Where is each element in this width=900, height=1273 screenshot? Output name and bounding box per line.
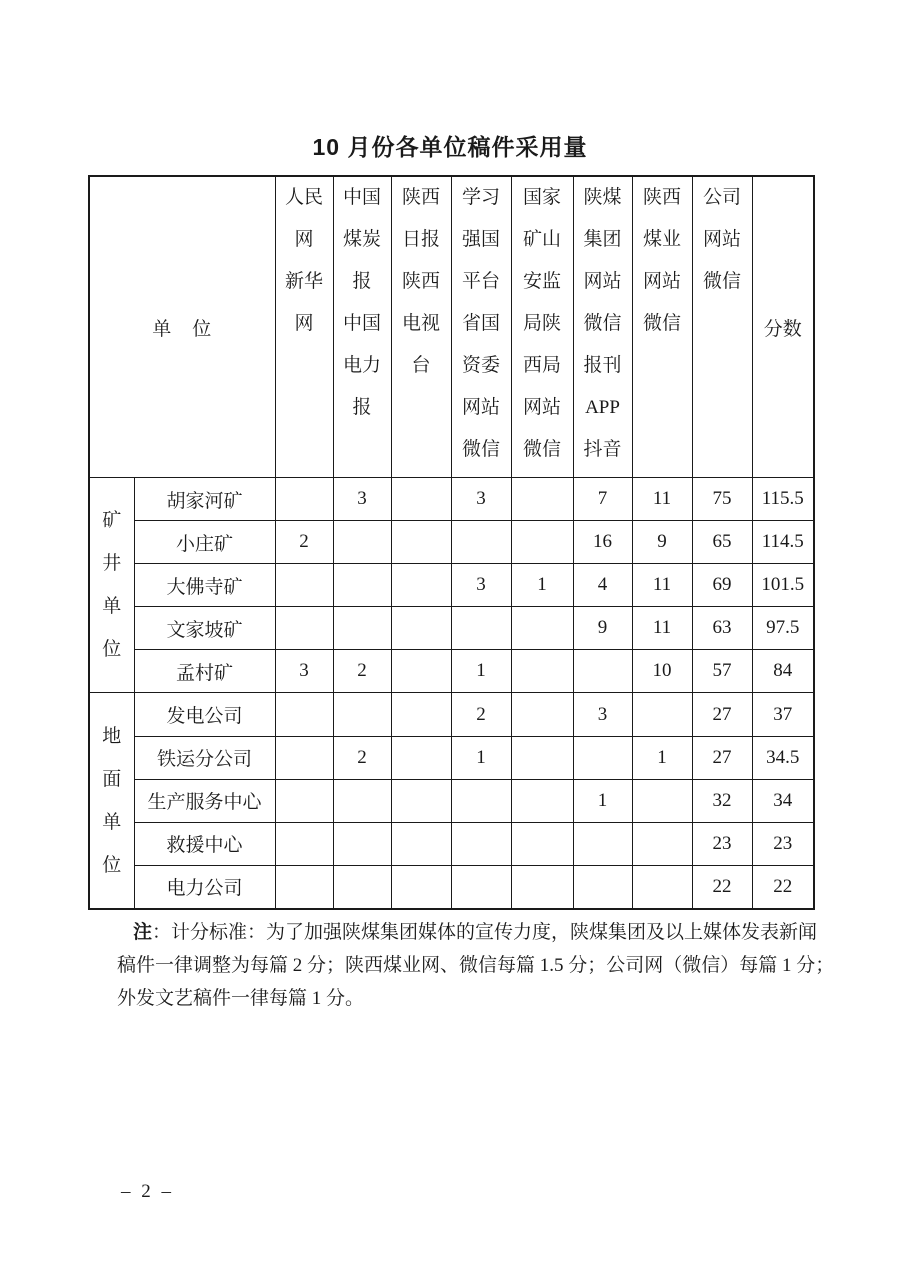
count-cell: 1	[511, 564, 573, 607]
unit-name: 生产服务中心	[134, 779, 275, 822]
footnote-line	[117, 916, 817, 949]
count-cell	[333, 779, 391, 822]
count-cell	[275, 822, 333, 865]
table-body	[89, 478, 814, 909]
count-cell	[511, 521, 573, 564]
count-cell: 3	[333, 478, 391, 521]
count-cell	[391, 521, 451, 564]
media-column-header-line: 微信	[703, 271, 742, 292]
count-cell	[451, 865, 511, 909]
media-column-header-line: 微信	[523, 439, 562, 460]
media-column-header-line: 煤炭	[343, 229, 382, 250]
page-title: 10 月份各单位稿件采用量	[312, 134, 588, 160]
count-cell: 3	[451, 478, 511, 521]
unit-name: 电力公司	[134, 865, 275, 909]
count-cell	[333, 822, 391, 865]
unit-name: 救援中心	[134, 822, 275, 865]
count-cell: 3	[451, 564, 511, 607]
media-column-header-line: 人民	[285, 187, 324, 208]
count-cell	[391, 564, 451, 607]
table-header-row	[89, 176, 814, 478]
media-column-header-line: 局陕	[523, 313, 562, 334]
count-cell: 3	[275, 650, 333, 693]
media-column-header-line: 网站	[523, 397, 562, 418]
media-column-header-line: 抖音	[583, 439, 622, 460]
media-column-header-line: APP	[585, 397, 620, 418]
count-cell: 4	[573, 564, 632, 607]
count-cell	[632, 693, 692, 736]
adoption-table	[88, 175, 815, 910]
count-cell	[275, 779, 333, 822]
count-cell	[573, 736, 632, 779]
score-cell: 34.5	[752, 736, 814, 779]
media-column-header-line: 网站	[643, 271, 682, 292]
unit-name: 大佛寺矿	[134, 564, 275, 607]
count-cell	[451, 521, 511, 564]
media-column-header	[451, 176, 511, 478]
count-cell	[451, 822, 511, 865]
count-cell	[333, 564, 391, 607]
count-cell: 63	[692, 607, 752, 650]
count-cell: 1	[573, 779, 632, 822]
unit-name: 文家坡矿	[134, 607, 275, 650]
media-column-header-line: 煤业	[643, 229, 682, 250]
count-cell: 2	[333, 650, 391, 693]
count-cell: 11	[632, 478, 692, 521]
media-column-header-line: 电视	[402, 313, 441, 334]
media-column-header	[275, 176, 333, 478]
count-cell	[275, 693, 333, 736]
table-row	[89, 478, 814, 521]
media-column-header-line: 学习	[462, 187, 501, 208]
count-cell: 9	[632, 521, 692, 564]
count-cell	[333, 693, 391, 736]
unit-name: 孟村矿	[134, 650, 275, 693]
count-cell	[333, 865, 391, 909]
table-row	[89, 779, 814, 822]
count-cell: 11	[632, 564, 692, 607]
count-cell: 16	[573, 521, 632, 564]
group-label-char: 位	[102, 639, 122, 661]
count-cell	[391, 822, 451, 865]
count-cell	[275, 865, 333, 909]
count-cell	[573, 650, 632, 693]
footnote-label: 注	[133, 922, 153, 943]
media-column-header-line: 网	[294, 229, 314, 250]
media-column-header-line: 报	[352, 397, 372, 418]
count-cell	[391, 779, 451, 822]
count-cell: 7	[573, 478, 632, 521]
count-cell	[573, 865, 632, 909]
count-cell: 2	[275, 521, 333, 564]
media-column-header-line: 矿山	[523, 229, 562, 250]
media-column-header-line: 报刊	[583, 355, 622, 376]
media-column-header-line: 安监	[523, 271, 562, 292]
table-row	[89, 607, 814, 650]
count-cell	[511, 822, 573, 865]
media-column-header-line: 公司	[703, 187, 742, 208]
score-cell: 101.5	[752, 564, 814, 607]
group-label	[89, 693, 134, 909]
count-cell	[511, 779, 573, 822]
media-column-header	[692, 176, 752, 478]
count-cell	[275, 736, 333, 779]
table-row	[89, 865, 814, 909]
table-row	[89, 736, 814, 779]
count-cell	[511, 693, 573, 736]
count-cell: 2	[333, 736, 391, 779]
footnote-line: 外发文艺稿件一律每篇 1 分。	[117, 988, 365, 1009]
unit-name: 小庄矿	[134, 521, 275, 564]
count-cell	[391, 478, 451, 521]
score-cell: 37	[752, 693, 814, 736]
table-row	[89, 693, 814, 736]
unit-column-header: 单 位	[89, 176, 275, 478]
media-column-header-line: 陕西	[643, 187, 682, 208]
count-cell	[511, 736, 573, 779]
group-label	[89, 478, 134, 693]
media-column-header-line: 陕西	[402, 271, 441, 292]
group-label-char: 井	[102, 553, 122, 575]
footnote-line: 稿件一律调整为每篇 2 分；陕西煤业网、微信每篇 1.5 分；公司网（微信）每篇 1 分；	[117, 955, 835, 976]
count-cell	[275, 607, 333, 650]
unit-name: 铁运分公司	[134, 736, 275, 779]
score-cell: 23	[752, 822, 814, 865]
media-column-header-line: 省国	[462, 313, 501, 334]
score-cell: 22	[752, 865, 814, 909]
score-column-header: 分数	[752, 176, 814, 478]
unit-name: 发电公司	[134, 693, 275, 736]
count-cell	[632, 865, 692, 909]
media-column-header-line: 微信	[462, 439, 501, 460]
table-row	[89, 650, 814, 693]
count-cell	[511, 865, 573, 909]
media-column-header-line: 国家	[523, 187, 562, 208]
media-column-header-line: 电力	[343, 355, 382, 376]
count-cell: 1	[451, 736, 511, 779]
media-column-header	[333, 176, 391, 478]
count-cell: 22	[692, 865, 752, 909]
table-row	[89, 822, 814, 865]
count-cell	[511, 478, 573, 521]
media-column-header-line: 报	[352, 271, 372, 292]
count-cell: 32	[692, 779, 752, 822]
count-cell: 2	[451, 693, 511, 736]
media-column-header-line: 中国	[343, 313, 382, 334]
count-cell	[632, 822, 692, 865]
media-column-header	[511, 176, 573, 478]
group-label-char: 单	[102, 811, 122, 833]
count-cell: 9	[573, 607, 632, 650]
score-cell: 34	[752, 779, 814, 822]
count-cell	[391, 865, 451, 909]
media-column-header-line: 台	[411, 355, 431, 376]
count-cell: 65	[692, 521, 752, 564]
media-column-header-line: 资委	[462, 355, 501, 376]
group-label-char: 位	[102, 854, 122, 876]
media-column-header-line: 微信	[643, 313, 682, 334]
media-column-header	[573, 176, 632, 478]
count-cell	[511, 650, 573, 693]
count-cell: 75	[692, 478, 752, 521]
count-cell	[632, 779, 692, 822]
media-column-header	[632, 176, 692, 478]
count-cell: 69	[692, 564, 752, 607]
media-column-header	[391, 176, 451, 478]
table-row	[89, 521, 814, 564]
media-column-header-line: 网站	[703, 229, 742, 250]
count-cell: 10	[632, 650, 692, 693]
score-cell: 84	[752, 650, 814, 693]
media-column-header-line: 集团	[583, 229, 622, 250]
score-cell: 97.5	[752, 607, 814, 650]
count-cell	[511, 607, 573, 650]
score-cell: 115.5	[752, 478, 814, 521]
count-cell: 23	[692, 822, 752, 865]
score-cell: 114.5	[752, 521, 814, 564]
media-column-header-line: 微信	[583, 313, 622, 334]
count-cell	[391, 607, 451, 650]
count-cell	[275, 478, 333, 521]
count-cell	[333, 607, 391, 650]
group-label-char: 地	[102, 725, 122, 747]
count-cell	[573, 822, 632, 865]
group-label-char: 矿	[102, 510, 122, 532]
count-cell: 27	[692, 693, 752, 736]
count-cell: 3	[573, 693, 632, 736]
table-row	[89, 564, 814, 607]
count-cell	[333, 521, 391, 564]
media-column-header-line: 平台	[462, 271, 501, 292]
count-cell	[391, 736, 451, 779]
count-cell: 11	[632, 607, 692, 650]
media-column-header-line: 陕煤	[583, 187, 622, 208]
media-column-header-line: 网站	[462, 397, 501, 418]
unit-name: 胡家河矿	[134, 478, 275, 521]
count-cell	[451, 607, 511, 650]
media-column-header-line: 日报	[402, 229, 441, 250]
media-column-header-line: 陕西	[402, 187, 441, 208]
count-cell	[451, 779, 511, 822]
count-cell	[391, 650, 451, 693]
media-column-header-line: 强国	[462, 229, 501, 250]
media-column-header-line: 中国	[343, 187, 382, 208]
media-column-header-line: 网站	[583, 271, 622, 292]
count-cell	[275, 564, 333, 607]
count-cell: 27	[692, 736, 752, 779]
footnote-text: ：计分标准：为了加强陕煤集团媒体的宣传力度，陕煤集团及以上媒体发表新闻	[152, 922, 818, 943]
media-column-header-line: 新华	[285, 271, 324, 292]
media-column-header-line: 网	[294, 313, 314, 334]
group-label-char: 面	[102, 768, 122, 790]
page-number: – 2 –	[121, 1181, 174, 1202]
count-cell	[391, 693, 451, 736]
group-label-char: 单	[102, 596, 122, 618]
footnote	[117, 916, 835, 1015]
count-cell: 1	[632, 736, 692, 779]
count-cell: 1	[451, 650, 511, 693]
count-cell: 57	[692, 650, 752, 693]
media-column-header-line: 西局	[523, 355, 562, 376]
